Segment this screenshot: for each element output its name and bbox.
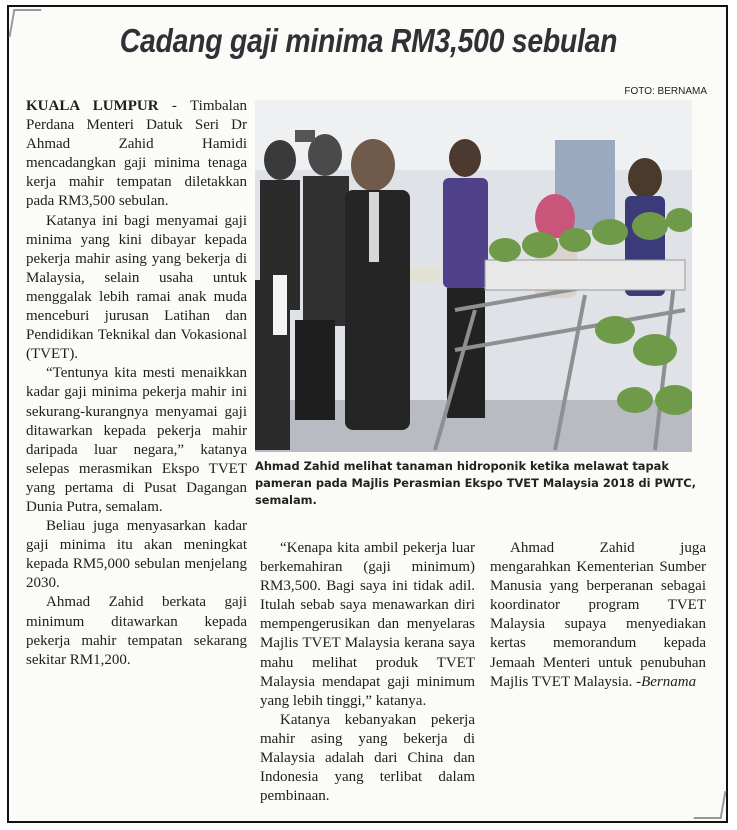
- article-paragraph: Katanya ini bagi menyamai gaji minima yang kini dibayar kepada pekerja mahir asing yang bekerja di Malaysia, selain usaha untuk menggalak lebih ramai anak muda menceburi jurusan Latihan dan Pendidikan Teknikal dan Vokasional (TVET).: [26, 212, 247, 363]
- article-column-1: [26, 97, 247, 670]
- article-paragraph: Ahmad Zahid juga mengarahkan Kementerian Sumber Manusia yang berperanan sebagai koordinator program TVET Malaysia supaya menyediakan kertas memorandum kepada Jemaah Menteri untuk penubuhan Majlis TVET Malaysia. -Bernama: [490, 540, 706, 690]
- frame-corner-decoration: [694, 791, 727, 819]
- photo-credit: FOTO: BERNAMA: [624, 86, 707, 97]
- dateline: KUALA LUMPUR: [26, 98, 159, 114]
- article-paragraph: Beliau juga menyasarkan kadar gaji minima itu akan meningkat kepada RM5,000 sebulan menjelang 2030.: [26, 518, 247, 592]
- photo-caption: Ahmad Zahid melihat tanaman hidroponik ketika melawat tapak pameran pada Majlis Perasmian Ekspo TVET Malaysia 2018 di PWTC, semalam.: [255, 459, 696, 507]
- article-paragraph: “Tentunya kita mesti menaikkan kadar gaji minima pekerja mahir ini sekurang-kurangnya menyamai gaji ditawarkan kepada pekerja mahir daripada luar negara,” katanya selepas merasmikan Ekspo TVET yang pertama di Pusat Dagangan Dunia Putra, semalam.: [26, 365, 247, 515]
- frame-corner-decoration: [9, 9, 42, 37]
- byline-source: Bernama: [641, 673, 697, 690]
- article-paragraph: “Kenapa kita ambil pekerja luar berkemahiran (gaji minimum) RM3,500. Bagi saya ini tidak adil. Itulah sebab saya menawarkan diri mempengerusikan dan menyelaras Majlis TVET Malaysia kerana saya mahu melihat produk TVET Malaysia mendapat gaji minimum yang lebih tinggi,” katanya.: [260, 540, 475, 709]
- article-paragraph: Ahmad Zahid berkata gaji minimum ditawarkan kepada pekerja mahir tempatan sekarang sekitar RM1,200.: [26, 594, 247, 668]
- news-photo: [255, 100, 692, 452]
- headline: Cadang gaji minima RM3,500 sebulan: [119, 22, 618, 59]
- article-paragraph: Katanya kebanyakan pekerja mahir asing yang bekerja di Malaysia adalah dari China dan Indonesia yang terlibat dalam pembinaan.: [260, 711, 475, 805]
- article-paragraph: KUALA LUMPUR - Timbalan Perdana Menteri Datuk Seri Dr Ahmad Zahid Hamidi mencadangkan gaji minima tenaga kerja mahir tempatan diletakkan pada RM3,500 sebulan.: [26, 98, 247, 210]
- article-column-2: [260, 539, 475, 806]
- article-column-3: [490, 539, 706, 692]
- news-photo-illustration: [255, 100, 692, 452]
